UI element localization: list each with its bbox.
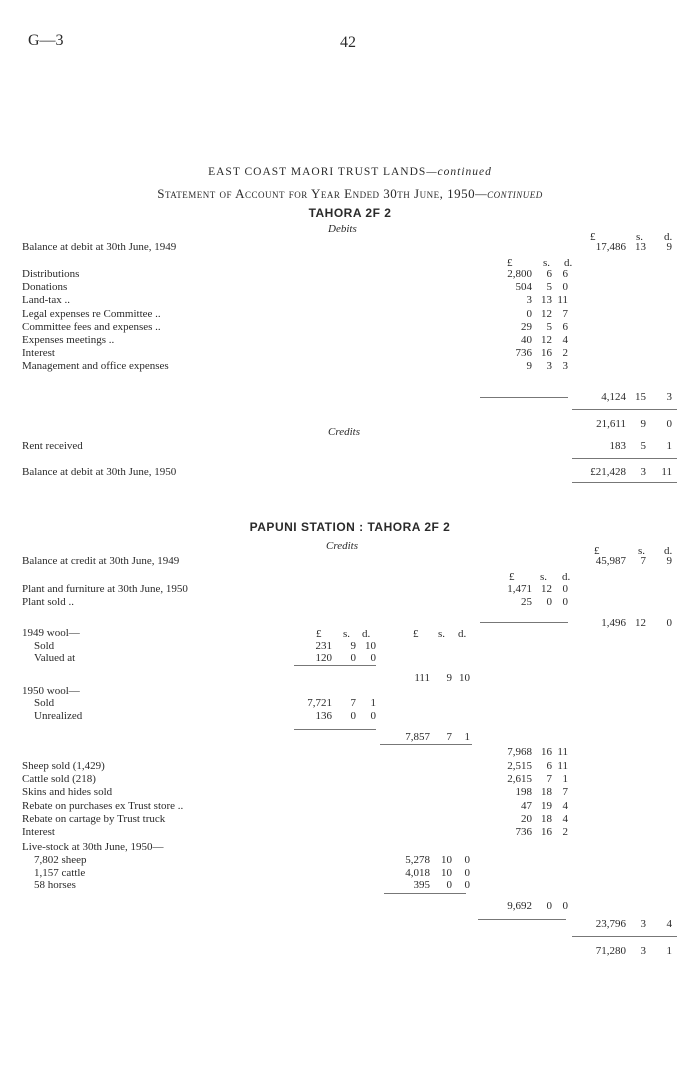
account-row [0,854,700,866]
account-row [0,308,700,320]
shillings: 10 [441,854,452,866]
page-reference: G—3 [28,32,64,49]
account-row [0,900,700,912]
row-label: Land-tax .. [22,294,70,307]
pence: 7 [562,307,568,320]
pounds: 4,018 [405,866,430,879]
pence: 0 [666,617,672,629]
section-heading-tahora: TAHORA 2F 2 [308,206,392,220]
account-row [0,347,700,359]
amount-col1 [480,900,568,912]
header-shillings-col1: s. [540,571,548,583]
pounds: 231 [315,640,332,652]
pence: 0 [464,854,470,866]
account-row [0,786,700,798]
account-row [0,334,700,346]
account-row [0,841,700,853]
header-shillings-col1: s. [543,257,551,269]
pounds: 9,692 [507,900,532,912]
amount [284,697,376,709]
shillings: 5 [640,440,646,452]
debits-label: Debits [328,223,357,235]
amount-col3 [572,466,672,478]
amount [480,347,568,359]
account-row [0,466,700,478]
pence: 9 [666,555,672,567]
header-shillings-col2: s. [438,628,446,640]
row-label: Rebate on purchases ex Trust store .. [22,799,184,812]
credits-label: Credits [328,426,360,438]
row-label: 1949 wool— [22,627,80,639]
header-pence-wool: d. [362,628,371,640]
row-label: Sold [34,697,55,709]
rule [572,936,677,937]
amount-col3 [572,440,672,452]
account-row [0,731,700,743]
shillings: 16 [541,347,552,360]
rule [294,665,376,666]
page-number: 42 [340,34,356,51]
account-row [0,813,700,825]
rule [380,744,472,745]
amount-col3 [572,241,672,253]
shillings: 7 [446,731,452,743]
amount [480,360,568,372]
pounds: 183 [609,440,626,452]
pounds: 1,496 [601,617,626,629]
shillings: 0 [350,652,356,664]
shillings: 9 [640,418,646,430]
amount-col2 [380,731,470,743]
pounds: 7,721 [307,697,332,709]
row-label: 58 horses [34,879,76,891]
row-label: Plant sold .. [22,596,74,608]
pounds: 20 [521,812,532,825]
shillings: 12 [541,307,552,320]
account-row [0,440,700,452]
amount [480,334,568,346]
pence: 4 [562,799,568,812]
pence: 9 [666,241,672,253]
shillings: 10 [441,866,452,879]
pounds: 2,515 [507,760,532,772]
shillings: 3 [640,945,646,957]
account-row [0,945,700,957]
amount [480,786,568,798]
account-row [0,555,700,567]
shillings: 12 [541,583,552,595]
pounds: 2,615 [507,773,532,786]
row-label: Balance at credit at 30th June, 1949 [22,555,180,567]
pounds: 21,611 [596,418,626,430]
pence: 11 [557,746,568,758]
row-label: 7,802 sheep [34,854,87,866]
pence: 1 [666,945,672,957]
amount [380,867,470,879]
pounds: 29 [521,320,532,333]
rule [572,409,677,410]
pence: 0 [562,596,568,608]
pounds: 4,124 [601,391,626,403]
amount-col2 [380,672,470,684]
amount-col3 [572,918,672,930]
pence: 0 [666,418,672,430]
pence: 0 [464,879,470,891]
account-row [0,583,700,595]
header-shillings: s. [638,545,646,557]
row-label: Management and office expenses [22,360,169,373]
section-heading-papuni: PAPUNI STATION : TAHORA 2F 2 [249,520,451,534]
account-row [0,640,700,652]
row-label: Sold [34,640,55,652]
pence: 10 [365,640,376,652]
pounds: 0 [526,307,532,320]
pounds: 40 [521,334,532,346]
row-label: Valued at [34,652,76,664]
row-label: Donations [22,281,68,294]
row-label: 1950 wool— [22,685,80,697]
pence: 1 [370,697,376,709]
rule [572,458,677,459]
amount-col3 [572,418,672,430]
row-label: Committee fees and expenses .. [22,320,161,333]
pounds: 7,857 [405,731,430,743]
amount-col3 [572,391,672,403]
account-row [0,710,700,722]
shillings: 0 [350,710,356,722]
shillings: 7 [350,697,356,709]
pounds: 47 [521,799,532,812]
pence: 0 [370,652,376,664]
amount [480,583,568,595]
shillings: 3 [640,466,646,478]
shillings: 6 [546,760,552,772]
pence: 11 [557,760,568,772]
shillings: 3 [640,918,646,930]
row-label: Interest [22,826,55,838]
pence: 0 [562,583,568,595]
shillings: 16 [541,746,552,758]
shillings: 12 [541,334,552,346]
pence: 11 [661,466,672,478]
pence: 4 [562,334,568,346]
row-label: Plant and furniture at 30th June, 1950 [22,583,188,595]
shillings: 6 [546,268,552,280]
shillings: 5 [546,281,552,294]
shillings: 0 [546,596,552,608]
pence: 4 [666,918,672,930]
credits-label: Credits [326,540,358,552]
account-row [0,826,700,838]
header-pounds-col1: £ [507,257,513,269]
header-pounds-wool: £ [316,628,322,640]
pence: 0 [464,866,470,879]
amount [480,826,568,838]
account-row [0,321,700,333]
row-label: 1,157 cattle [34,866,86,879]
account-row [0,360,700,372]
row-label: Balance at debit at 30th June, 1949 [22,241,177,253]
amount [284,652,376,664]
pence: 0 [562,900,568,912]
amount [480,281,568,293]
account-row [0,697,700,709]
pence: 0 [370,710,376,722]
shillings: 5 [546,320,552,333]
account-row [0,879,700,891]
account-row [0,672,700,684]
shillings: 3 [546,360,552,373]
pence: 6 [562,268,568,280]
row-label: Sheep sold (1,429) [22,760,105,772]
shillings: 13 [541,294,552,307]
pounds: 71,280 [595,945,626,957]
row-label: Expenses meetings .. [22,334,115,346]
shillings: 15 [635,391,646,403]
pounds: 198 [515,786,532,799]
rule [294,729,376,730]
pounds: 25 [521,596,532,608]
row-label: Unrealized [34,710,83,722]
shillings: 12 [635,617,646,629]
header-pounds: £ [594,545,600,557]
shillings: 7 [546,773,552,786]
header-shillings-wool: s. [343,628,351,640]
pounds: 736 [515,347,532,360]
shillings: 13 [635,241,646,253]
row-label: Distributions [22,268,80,280]
header-pence: d. [664,545,673,557]
header-pounds-col2: £ [413,628,419,640]
pence: 1 [562,773,568,786]
amount [284,710,376,722]
shillings: 16 [541,826,552,838]
pounds: 111 [414,672,430,684]
header-pence-col1: d. [562,571,571,583]
account-row [0,596,700,608]
amount [480,308,568,320]
shillings: 0 [446,879,452,891]
row-label: Balance at debit at 30th June, 1950 [22,466,177,478]
amount [480,321,568,333]
pounds: 736 [515,826,532,838]
header-pence-col1: d. [564,257,573,269]
row-label: Interest [22,347,55,360]
amount [480,773,568,785]
account-row [0,294,700,306]
pence: 1 [464,731,470,743]
pounds: 23,796 [595,918,626,930]
account-row [0,685,700,697]
pounds: 9 [526,360,532,373]
pounds: 5,278 [405,854,430,866]
account-row [0,760,700,772]
pounds: 395 [413,879,430,891]
pence: 3 [666,391,672,403]
header-pounds-col1: £ [509,571,515,583]
rule [384,893,466,894]
shillings: 9 [350,640,356,652]
account-row [0,241,700,253]
header-pence-col2: d. [458,628,467,640]
amount-col3 [572,945,672,957]
row-label: Legal expenses re Committee .. [22,307,161,320]
pounds: 17,486 [595,241,626,253]
pence: 2 [562,347,568,360]
account-row [0,918,700,930]
account-row [0,773,700,785]
header-pounds: £ [590,231,596,243]
pence: 2 [562,826,568,838]
amount-col1 [480,746,568,758]
pounds: 136 [315,710,332,722]
account-row [0,867,700,879]
shillings: 18 [541,812,552,825]
pence: 11 [557,294,568,307]
row-label: Skins and hides sold [22,786,113,799]
shillings: 0 [546,900,552,912]
account-row [0,746,700,758]
shillings: 18 [541,786,552,799]
row-label: Rebate on cartage by Trust truck [22,812,166,825]
row-label: Rent received [22,440,83,452]
amount [480,294,568,306]
pounds: 1,471 [507,583,532,595]
amount-col3 [572,555,672,567]
pence: 7 [562,786,568,799]
pence: 6 [562,320,568,333]
pence: 3 [562,360,568,373]
amount [480,800,568,812]
pounds: £21,428 [590,466,626,478]
row-label: Cattle sold (218) [22,773,96,786]
pounds: 2,800 [507,268,532,280]
amount [480,760,568,772]
pounds: 120 [315,652,332,664]
account-row [0,391,700,403]
statement-title: Statement of Account for Year Ended 30th June, 1950—continued [157,186,543,201]
header-pence: d. [664,231,673,243]
pence: 1 [666,440,672,452]
amount [480,268,568,280]
amount [380,879,470,891]
pence: 4 [562,812,568,825]
shillings: 9 [446,672,452,684]
pounds: 45,987 [595,555,626,567]
shillings: 19 [541,799,552,812]
amount [380,854,470,866]
account-row [0,268,700,280]
document-title: EAST COAST MAORI TRUST LANDS—continued [208,166,492,178]
pence: 10 [459,672,470,684]
pounds: 3 [526,294,532,307]
shillings: 7 [640,555,646,567]
account-row [0,652,700,664]
account-row [0,281,700,293]
amount [480,813,568,825]
pounds: 504 [515,281,532,294]
row-label: Live-stock at 30th June, 1950— [22,841,164,853]
pounds: 7,968 [507,746,532,758]
amount [284,640,376,652]
account-row [0,800,700,812]
amount [480,596,568,608]
rule [572,482,677,483]
header-shillings: s. [636,231,644,243]
pence: 0 [562,281,568,294]
